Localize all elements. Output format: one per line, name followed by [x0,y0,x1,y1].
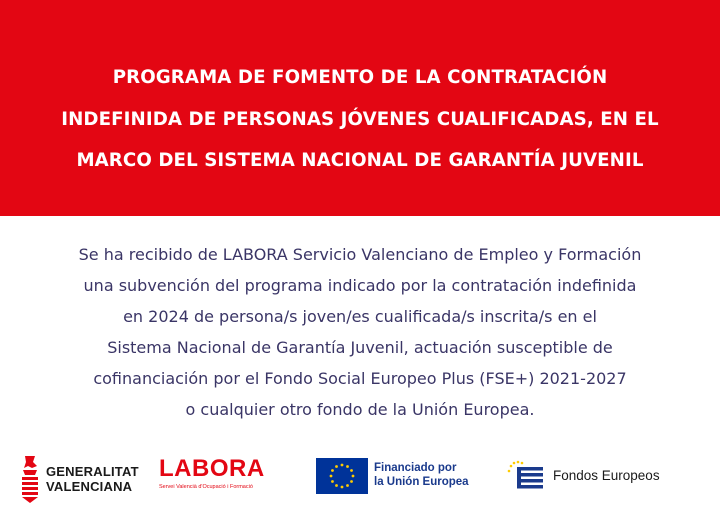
generalitat-wordmark [46,464,139,494]
eu-flag-icon [316,458,368,494]
notice-line-3: en 2024 de persona/s joven/es cualificada/s inscrita/s en el [123,307,597,326]
notice-line-5: cofinanciación por el Fondo Social Europeo Plus (FSE+) 2021-2027 [93,369,627,388]
fondos-europeos-label: Fondos Europeos [553,468,660,483]
generalitat-line-1: GENERALITAT [46,464,139,479]
eu-star-icon [330,475,333,478]
eu-star-icon [350,469,353,472]
header-banner [0,0,720,216]
eu-funding-text [374,461,469,489]
notice-line-1: Se ha recibido de LABORA Servicio Valenciano de Empleo y Formación [78,245,642,264]
fondos-europeos-logo [505,458,675,494]
labora-subtitle: Servei Valencià d'Ocupació i Formació [159,484,253,490]
logo-bar [0,440,720,510]
eu-star-icon [341,464,344,467]
eu-line-1: Financiado por [374,462,457,474]
program-title [20,57,700,182]
eu-star-icon [331,480,334,483]
eu-star-icon [331,469,334,472]
eu-star-icon [335,484,338,487]
eu-star-icon [346,484,349,487]
generalitat-emblem-icon [19,454,41,504]
generalitat-valenciana-logo [19,454,144,506]
eu-line-2: la Unión Europea [374,476,469,488]
eu-star-icon [346,465,349,468]
program-title-line-2: INDEFINIDA DE PERSONAS JÓVENES CUALIFICADAS, EN EL [61,108,659,130]
eu-star-icon [335,465,338,468]
fondos-europeos-icon [505,458,549,494]
generalitat-line-2: VALENCIANA [46,479,133,494]
subsidy-notice [0,239,720,425]
eu-funding-logo [316,458,476,494]
labora-logo [159,456,264,496]
eu-star-icon [350,480,353,483]
program-title-line-1: PROGRAMA DE FOMENTO DE LA CONTRATACIÓN [112,67,608,88]
eu-star-icon [341,486,344,489]
notice-line-4: Sistema Nacional de Garantía Juvenil, actuación susceptible de [107,338,613,357]
notice-line-2: una subvención del programa indicado por la contratación indefinida [83,276,637,295]
notice-line-6: o cualquier otro fondo de la Unión Europea. [185,400,535,419]
program-title-line-3: MARCO DEL SISTEMA NACIONAL DE GARANTÍA JUVENIL [76,150,644,171]
eu-star-icon [352,475,355,478]
labora-wordmark: LABORA [159,455,265,482]
